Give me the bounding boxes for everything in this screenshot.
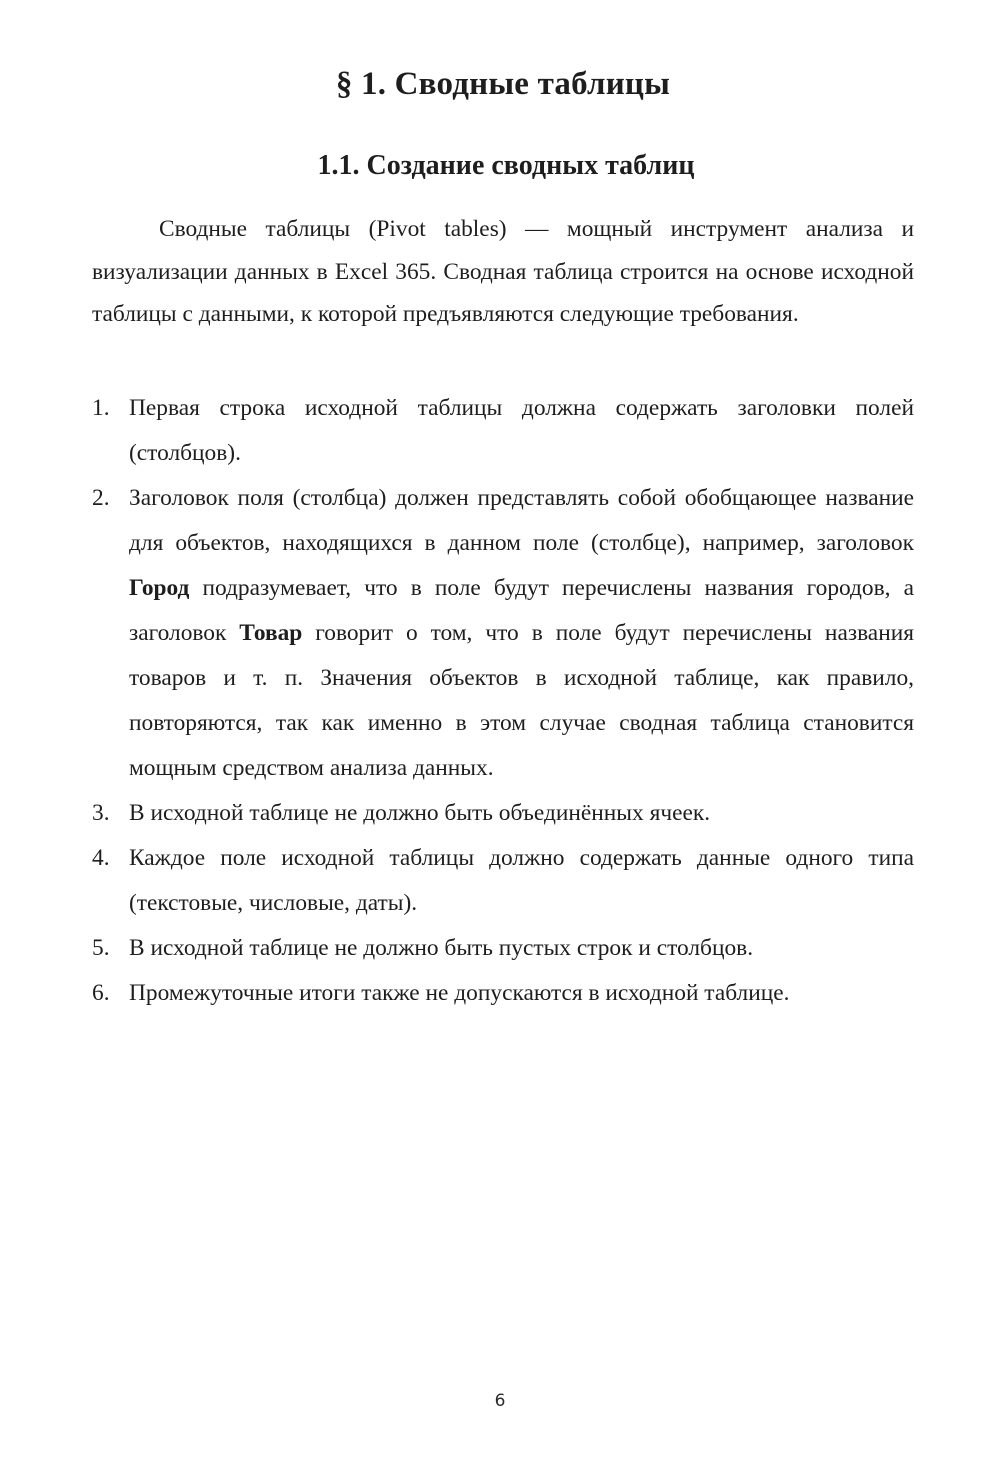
list-item-text-part: говорит о том, что в поле будут перечислены названия товаров и т. п. Значения объектов в исходной таблице, как правило, повторяются, так как именно в этом случае сводная таблица становится мощным средством анализа данных. [129,620,914,781]
list-item-number: 4. [92,845,110,871]
list-item-text: Каждое поле исходной таблицы должно содержать данные одного типа (текстовые, числовые, даты). [129,845,914,916]
list-item-text: Промежуточные итоги также не допускаются в исходной таблице. [129,980,790,1006]
list-item-text: В исходной таблице не должно быть объединённых ячеек. [129,800,711,826]
list-item [92,791,914,836]
list-item-text [129,476,914,791]
term-product: Товар [239,620,303,646]
list-item-text-part: Заголовок поля (столбца) должен представлять собой обобщающее название для объектов, находящихся в данном поле (столбце), например, заголовок [129,485,914,556]
list-item [92,836,914,926]
list-item-number: 6. [92,980,110,1006]
list-item [92,476,914,791]
list-item-number: 3. [92,800,110,826]
term-city: Город [129,575,190,601]
page-number: 6 [494,1391,506,1411]
list-item-text: Первая строка исходной таблицы должна содержать заголовки полей (столбцов). [129,395,914,466]
list-item [92,386,914,476]
list-item-number: 5. [92,935,110,961]
list-item [92,926,914,971]
requirements-list [92,386,914,1016]
list-item-number: 1. [92,395,110,421]
list-item-text-part: подразумевает, что в поле будут перечислены названия городов, а заголовок [129,575,914,646]
intro-paragraph: Сводные таблицы (Pivot tables) — мощный инструмент анализа и визуализации данных в Excel 365. Сводная таблица строится на основе исходной таблицы с данными, к которой предъявляются следующие требования. [92,216,914,327]
section-title: 1.1. Создание сводных таблиц [317,150,695,181]
list-item [92,971,914,1016]
chapter-title: § 1. Сводные таблицы [335,66,671,102]
list-item-text: В исходной таблице не должно быть пустых строк и столбцов. [129,935,754,961]
list-item-number: 2. [92,485,110,511]
